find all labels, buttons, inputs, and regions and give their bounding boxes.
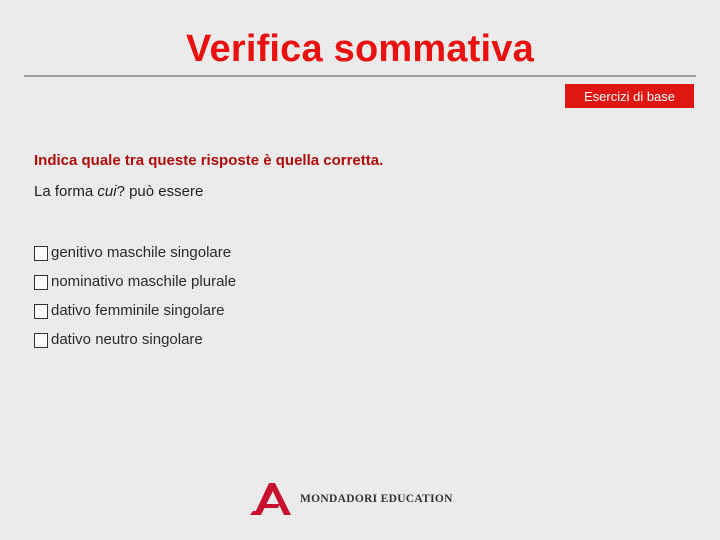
answer-options [34,238,236,354]
answer-option-4[interactable] [34,325,236,354]
answer-option-label: nominativo maschile plurale [51,273,237,290]
question-text: Indica quale tra queste risposte è quella corretta. [34,152,384,169]
answer-option-label: genitivo maschile singolare [51,244,232,261]
answer-option-label: dativo femminile singolare [51,302,225,319]
answer-option-3[interactable] [34,296,236,325]
section-badge: Esercizi di base [565,84,694,108]
checkbox-icon[interactable] [34,333,48,348]
page-title: Verifica sommativa [186,28,534,70]
prompt-italic: cui [97,183,117,200]
answer-option-2[interactable] [34,267,236,296]
answer-option-label: dativo neutro singolare [51,331,203,348]
title-divider [24,75,696,77]
prompt-after: ? può essere [116,183,204,200]
publisher-name: MONDADORI EDUCATION [300,493,453,505]
checkbox-icon[interactable] [34,246,48,261]
publisher-logo [250,482,453,516]
checkbox-icon[interactable] [34,304,48,319]
checkbox-icon[interactable] [34,275,48,290]
mondadori-a-icon [250,482,296,516]
answer-option-1[interactable] [34,238,236,267]
prompt-text [34,183,203,200]
prompt-before: La forma [34,183,98,200]
